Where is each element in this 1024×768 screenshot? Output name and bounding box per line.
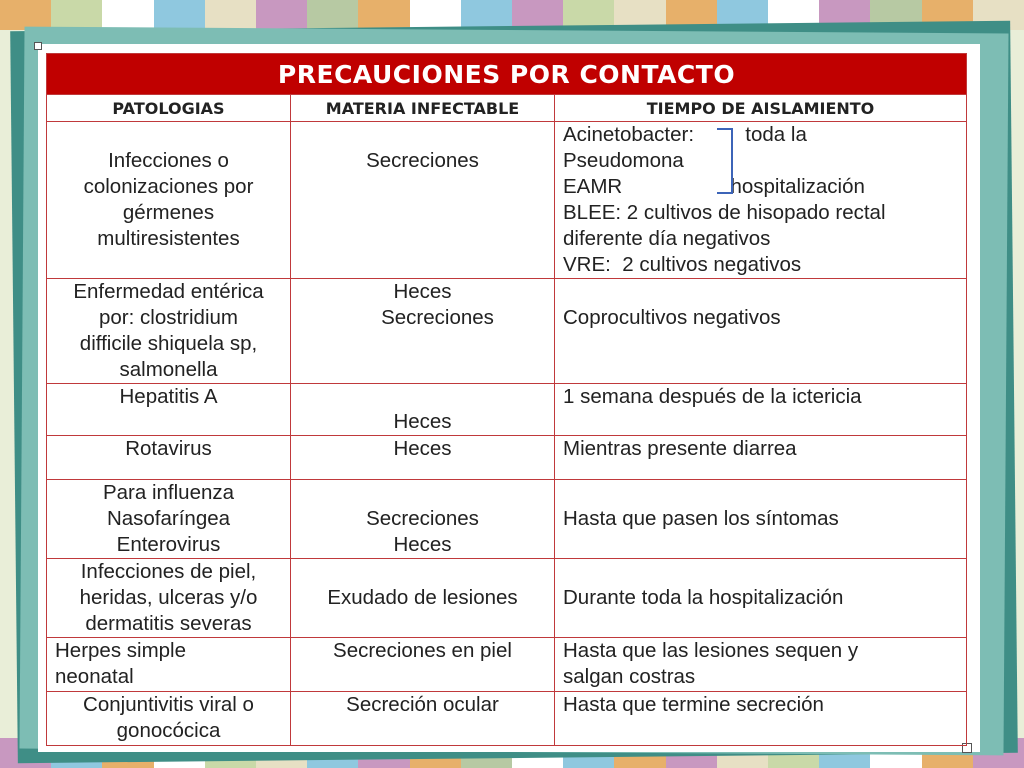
cell-line: EAMR hospitalización [563, 175, 865, 198]
cell-line: gérmenes [122, 201, 215, 224]
cell-tiempo [555, 279, 967, 384]
cell-line: Herpes simple [55, 639, 187, 662]
cell-patologias [47, 638, 291, 692]
cell-line: Conjuntivitis viral o [83, 693, 254, 716]
cell-materia [291, 436, 555, 480]
table-row [47, 692, 967, 746]
table-title-row [47, 54, 967, 95]
cell-line: Enterovirus [116, 533, 221, 556]
header-patologias: PATOLOGIAS [47, 95, 291, 122]
cell-materia [291, 122, 555, 279]
bracket-mark [717, 128, 733, 194]
header-materia-infectable: MATERIA INFECTABLE [291, 95, 555, 122]
table-row [47, 436, 967, 480]
cell-line: Secreciones [366, 149, 479, 172]
cell-line: Secreciones [366, 507, 479, 530]
table-row [47, 559, 967, 638]
cell-tiempo [555, 122, 967, 279]
cell-line: Enfermedad entérica [73, 280, 264, 303]
cell-tiempo [555, 436, 967, 480]
cell-line: Exudado de lesiones [327, 586, 518, 609]
cell-line: Durante toda la hospitalización [563, 586, 844, 609]
table-row [47, 638, 967, 692]
cell-line: multiresistentes [97, 227, 240, 250]
cell-line: Secreciones en piel [333, 639, 512, 662]
cell-materia [291, 559, 555, 638]
cell-line: diferente día negativos [563, 227, 771, 250]
cell-patologias [47, 436, 291, 480]
cell-line: por: clostridium [99, 306, 238, 329]
cell-line: Hasta que las lesiones sequen y [563, 639, 859, 662]
cell-patologias [47, 122, 291, 279]
cell-line: Secreciones [381, 306, 494, 329]
cell-line: 1 semana después de la ictericia [563, 385, 862, 408]
selection-handle-top-left[interactable] [34, 42, 42, 50]
cell-line: neonatal [55, 665, 134, 688]
cell-line: BLEE: 2 cultivos de hisopado rectal [563, 201, 886, 224]
cell-line: Pseudomona [563, 149, 684, 172]
header-tiempo-aislamiento: TIEMPO DE AISLAMIENTO [555, 95, 967, 122]
table-row [47, 480, 967, 559]
table-title: PRECAUCIONES POR CONTACTO [47, 54, 967, 95]
cell-tiempo [555, 384, 967, 436]
cell-line: gonocócica [116, 719, 221, 742]
cell-line: heridas, ulceras y/o [79, 586, 258, 609]
cell-tiempo [555, 638, 967, 692]
cell-tiempo [555, 692, 967, 746]
cell-line: Coprocultivos negativos [563, 306, 781, 329]
cell-line: colonizaciones por [83, 175, 254, 198]
cell-patologias [47, 480, 291, 559]
cell-line: Infecciones o [108, 149, 229, 172]
cell-line: Heces [393, 437, 452, 460]
cell-line: VRE: 2 cultivos negativos [563, 253, 802, 276]
table-header-row [47, 95, 967, 122]
cell-line: Secreción ocular [346, 693, 499, 716]
cell-materia [291, 279, 555, 384]
cell-line: Heces [393, 533, 452, 556]
cell-line: salgan costras [563, 665, 696, 688]
cell-patologias [47, 559, 291, 638]
table-row [47, 384, 967, 436]
cell-patologias [47, 384, 291, 436]
cell-line: Hepatitis A [119, 385, 218, 408]
cell-line: salmonella [119, 358, 218, 381]
cell-line: Para influenza [102, 481, 235, 504]
cell-line: Mientras presente diarrea [563, 437, 797, 460]
table-row [47, 122, 967, 279]
cell-line: Hasta que termine secreción [563, 693, 824, 716]
cell-line: Heces [393, 280, 452, 303]
cell-materia [291, 692, 555, 746]
cell-materia [291, 384, 555, 436]
cell-patologias [47, 692, 291, 746]
cell-patologias [47, 279, 291, 384]
cell-materia [291, 638, 555, 692]
cell-tiempo [555, 559, 967, 638]
cell-line: Heces [393, 410, 452, 433]
table-row [47, 279, 967, 384]
cell-line: Acinetobacter: toda la [563, 123, 807, 146]
cell-materia [291, 480, 555, 559]
contact-precautions-table [46, 53, 967, 746]
cell-line: difficile shiquela sp, [79, 332, 258, 355]
cell-line: Hasta que pasen los síntomas [563, 507, 839, 530]
cell-line: Rotavirus [125, 437, 212, 460]
cell-tiempo [555, 480, 967, 559]
cell-line: dermatitis severas [85, 612, 252, 635]
cell-line: Nasofaríngea [106, 507, 231, 530]
cell-line: Infecciones de piel, [80, 560, 257, 583]
